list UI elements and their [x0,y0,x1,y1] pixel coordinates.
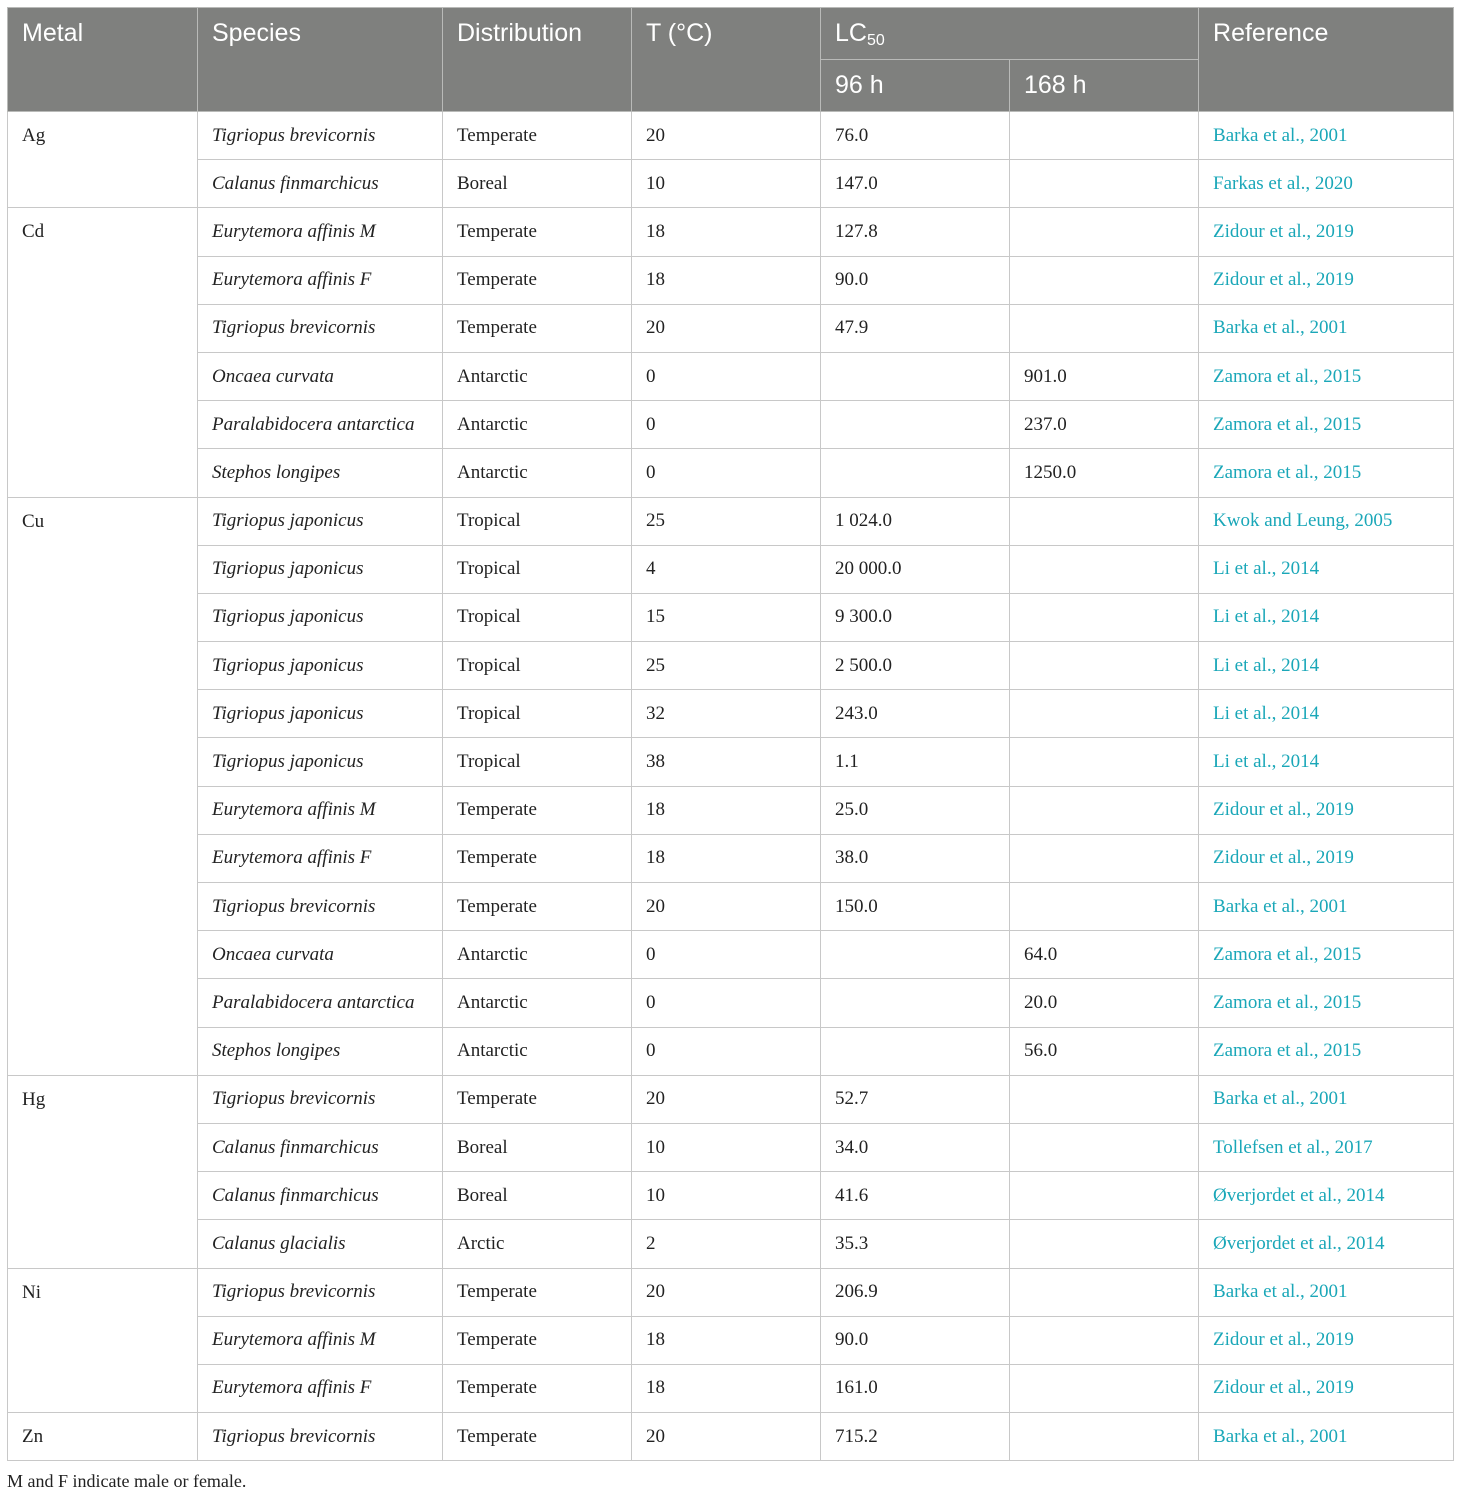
species-cell: Eurytemora affinis F [198,1364,443,1412]
metal-cell: Cd [8,208,198,497]
temperature-cell: 2 [632,1220,821,1268]
reference-link[interactable]: Barka et al., 2001 [1199,1075,1454,1123]
header-temperature: T (°C) [632,8,821,112]
distribution-cell: Arctic [443,1220,632,1268]
lc50-168h-cell [1010,208,1199,256]
table-row [8,1172,1454,1220]
table-footnote: M and F indicate male or female. [7,1471,247,1491]
reference-link[interactable]: Farkas et al., 2020 [1199,160,1454,208]
species-cell: Eurytemora affinis F [198,834,443,882]
lc50-96h-cell: 35.3 [821,1220,1010,1268]
lc50-168h-cell [1010,1220,1199,1268]
table-row [8,1413,1454,1461]
table-row [8,738,1454,786]
lc50-96h-cell: 206.9 [821,1268,1010,1316]
table-row [8,1268,1454,1316]
distribution-cell: Antarctic [443,352,632,400]
temperature-cell: 25 [632,642,821,690]
temperature-cell: 10 [632,1172,821,1220]
lc50-96h-cell [821,931,1010,979]
header-lc-main: LC [835,19,867,47]
lc50-96h-cell: 25.0 [821,786,1010,834]
reference-link[interactable]: Øverjordet et al., 2014 [1199,1220,1454,1268]
table-row [8,690,1454,738]
reference-link[interactable]: Li et al., 2014 [1199,642,1454,690]
metal-cell: Zn [8,1413,198,1461]
distribution-cell: Boreal [443,160,632,208]
lc50-96h-cell [821,401,1010,449]
temperature-cell: 20 [632,1268,821,1316]
lc50-168h-cell: 901.0 [1010,352,1199,400]
table-body [8,112,1454,1461]
temperature-cell: 18 [632,1316,821,1364]
lc50-168h-cell [1010,304,1199,352]
temperature-cell: 18 [632,1364,821,1412]
temperature-cell: 15 [632,593,821,641]
temperature-cell: 0 [632,931,821,979]
lc50-168h-cell [1010,642,1199,690]
temperature-cell: 10 [632,160,821,208]
table-row [8,1220,1454,1268]
species-cell: Eurytemora affinis F [198,256,443,304]
temperature-cell: 20 [632,1413,821,1461]
lc50-168h-cell [1010,1075,1199,1123]
lc50-168h-cell [1010,1364,1199,1412]
reference-link[interactable]: Zamora et al., 2015 [1199,931,1454,979]
reference-link[interactable]: Barka et al., 2001 [1199,1413,1454,1461]
lc50-96h-cell [821,1027,1010,1075]
lc50-168h-cell [1010,690,1199,738]
lc50-96h-cell: 1.1 [821,738,1010,786]
distribution-cell: Temperate [443,1413,632,1461]
header-distribution: Distribution [443,8,632,112]
species-cell: Tigriopus japonicus [198,545,443,593]
temperature-cell: 0 [632,979,821,1027]
temperature-cell: 0 [632,352,821,400]
table-row [8,112,1454,160]
reference-link[interactable]: Øverjordet et al., 2014 [1199,1172,1454,1220]
temperature-cell: 18 [632,786,821,834]
header-reference: Reference [1199,8,1454,112]
distribution-cell: Temperate [443,304,632,352]
temperature-cell: 4 [632,545,821,593]
distribution-cell: Antarctic [443,401,632,449]
species-cell: Tigriopus japonicus [198,738,443,786]
temperature-cell: 20 [632,883,821,931]
species-cell: Tigriopus japonicus [198,497,443,545]
lc50-96h-cell: 41.6 [821,1172,1010,1220]
lc50-96h-cell: 90.0 [821,1316,1010,1364]
metal-cell: Hg [8,1075,198,1268]
lc50-168h-cell [1010,1413,1199,1461]
lc50-table [7,7,1454,1461]
lc50-96h-cell [821,352,1010,400]
species-cell: Tigriopus brevicornis [198,883,443,931]
lc50-168h-cell [1010,1268,1199,1316]
distribution-cell: Temperate [443,1316,632,1364]
reference-link[interactable]: Zidour et al., 2019 [1199,1316,1454,1364]
species-cell: Calanus finmarchicus [198,1123,443,1171]
temperature-cell: 32 [632,690,821,738]
lc50-168h-cell [1010,497,1199,545]
metal-cell: Cu [8,497,198,1075]
reference-link[interactable]: Zamora et al., 2015 [1199,449,1454,497]
distribution-cell: Temperate [443,1364,632,1412]
distribution-cell: Temperate [443,208,632,256]
table-row [8,401,1454,449]
lc50-168h-cell [1010,112,1199,160]
temperature-cell: 0 [632,449,821,497]
reference-link[interactable]: Zamora et al., 2015 [1199,401,1454,449]
species-cell: Tigriopus brevicornis [198,112,443,160]
lc50-168h-cell [1010,1123,1199,1171]
temperature-cell: 18 [632,256,821,304]
distribution-cell: Tropical [443,545,632,593]
distribution-cell: Tropical [443,738,632,786]
species-cell: Calanus finmarchicus [198,1172,443,1220]
reference-link[interactable]: Barka et al., 2001 [1199,304,1454,352]
species-cell: Tigriopus brevicornis [198,1413,443,1461]
table-row [8,497,1454,545]
lc50-168h-cell [1010,1172,1199,1220]
species-cell: Calanus glacialis [198,1220,443,1268]
lc50-96h-cell: 34.0 [821,1123,1010,1171]
species-cell: Tigriopus brevicornis [198,304,443,352]
distribution-cell: Temperate [443,1075,632,1123]
reference-link[interactable]: Zidour et al., 2019 [1199,256,1454,304]
lc50-168h-cell [1010,545,1199,593]
lc50-168h-cell [1010,738,1199,786]
reference-link[interactable]: Barka et al., 2001 [1199,883,1454,931]
table-row [8,1316,1454,1364]
table-row [8,834,1454,882]
distribution-cell: Antarctic [443,931,632,979]
lc50-168h-cell: 64.0 [1010,931,1199,979]
header-96h: 96 h [821,60,1010,112]
temperature-cell: 20 [632,1075,821,1123]
lc50-96h-cell: 150.0 [821,883,1010,931]
temperature-cell: 25 [632,497,821,545]
species-cell: Tigriopus japonicus [198,690,443,738]
temperature-cell: 10 [632,1123,821,1171]
reference-link[interactable]: Tollefsen et al., 2017 [1199,1123,1454,1171]
reference-link[interactable]: Li et al., 2014 [1199,593,1454,641]
distribution-cell: Antarctic [443,979,632,1027]
lc50-96h-cell [821,449,1010,497]
lc50-168h-cell [1010,834,1199,882]
distribution-cell: Temperate [443,883,632,931]
distribution-cell: Tropical [443,690,632,738]
temperature-cell: 38 [632,738,821,786]
lc50-96h-cell: 127.8 [821,208,1010,256]
species-cell: Tigriopus brevicornis [198,1075,443,1123]
distribution-cell: Tropical [443,642,632,690]
lc50-168h-cell [1010,160,1199,208]
lc50-96h-cell: 20 000.0 [821,545,1010,593]
species-cell: Stephos longipes [198,449,443,497]
distribution-cell: Tropical [443,497,632,545]
reference-link[interactable]: Li et al., 2014 [1199,738,1454,786]
temperature-cell: 18 [632,208,821,256]
lc50-168h-cell [1010,256,1199,304]
lc50-96h-cell: 2 500.0 [821,642,1010,690]
lc50-96h-cell: 47.9 [821,304,1010,352]
distribution-cell: Temperate [443,786,632,834]
species-cell: Stephos longipes [198,1027,443,1075]
lc50-96h-cell: 147.0 [821,160,1010,208]
lc50-168h-cell [1010,883,1199,931]
species-cell: Calanus finmarchicus [198,160,443,208]
table-row [8,931,1454,979]
reference-link[interactable]: Zidour et al., 2019 [1199,834,1454,882]
table-row [8,352,1454,400]
lc50-168h-cell [1010,593,1199,641]
lc50-96h-cell: 38.0 [821,834,1010,882]
species-cell: Eurytemora affinis M [198,786,443,834]
lc50-96h-cell: 52.7 [821,1075,1010,1123]
species-cell: Tigriopus brevicornis [198,1268,443,1316]
lc50-168h-cell: 1250.0 [1010,449,1199,497]
table-row [8,1027,1454,1075]
species-cell: Paralabidocera antarctica [198,979,443,1027]
lc50-168h-cell: 237.0 [1010,401,1199,449]
lc50-96h-cell: 715.2 [821,1413,1010,1461]
temperature-cell: 0 [632,1027,821,1075]
header-lc-sub: 50 [866,32,885,49]
lc50-96h-cell: 1 024.0 [821,497,1010,545]
temperature-cell: 20 [632,112,821,160]
species-cell: Paralabidocera antarctica [198,401,443,449]
table-row [8,208,1454,256]
species-cell: Oncaea curvata [198,352,443,400]
distribution-cell: Tropical [443,593,632,641]
table-row [8,1364,1454,1412]
lc50-96h-cell: 90.0 [821,256,1010,304]
lc50-96h-cell: 243.0 [821,690,1010,738]
table-row [8,545,1454,593]
distribution-cell: Temperate [443,112,632,160]
species-cell: Tigriopus japonicus [198,593,443,641]
metal-cell: Ni [8,1268,198,1413]
distribution-cell: Boreal [443,1172,632,1220]
reference-link[interactable]: Zidour et al., 2019 [1199,208,1454,256]
distribution-cell: Temperate [443,834,632,882]
header-168h: 168 h [1010,60,1199,112]
reference-link[interactable]: Li et al., 2014 [1199,545,1454,593]
reference-link[interactable]: Barka et al., 2001 [1199,1268,1454,1316]
table-header [8,8,1454,112]
table-row [8,449,1454,497]
distribution-cell: Antarctic [443,449,632,497]
distribution-cell: Temperate [443,1268,632,1316]
reference-link[interactable]: Zamora et al., 2015 [1199,1027,1454,1075]
lc50-96h-cell: 9 300.0 [821,593,1010,641]
table-row [8,642,1454,690]
reference-link[interactable]: Li et al., 2014 [1199,690,1454,738]
table-row [8,160,1454,208]
lc50-96h-cell [821,979,1010,1027]
distribution-cell: Temperate [443,256,632,304]
header-lc50 [821,8,1199,60]
table-row [8,1123,1454,1171]
reference-link[interactable]: Zidour et al., 2019 [1199,1364,1454,1412]
temperature-cell: 0 [632,401,821,449]
reference-link[interactable]: Zamora et al., 2015 [1199,979,1454,1027]
species-cell: Eurytemora affinis M [198,1316,443,1364]
table-row [8,883,1454,931]
table-row [8,304,1454,352]
table-row [8,1075,1454,1123]
lc50-168h-cell: 20.0 [1010,979,1199,1027]
species-cell: Eurytemora affinis M [198,208,443,256]
species-cell: Oncaea curvata [198,931,443,979]
metal-cell: Ag [8,112,198,208]
header-species: Species [198,8,443,112]
reference-link[interactable]: Kwok and Leung, 2005 [1199,497,1454,545]
distribution-cell: Antarctic [443,1027,632,1075]
temperature-cell: 18 [632,834,821,882]
lc50-168h-cell: 56.0 [1010,1027,1199,1075]
reference-link[interactable]: Zidour et al., 2019 [1199,786,1454,834]
reference-link[interactable]: Zamora et al., 2015 [1199,352,1454,400]
lc50-96h-cell: 76.0 [821,112,1010,160]
species-cell: Tigriopus japonicus [198,642,443,690]
table-row [8,979,1454,1027]
temperature-cell: 20 [632,304,821,352]
table-row [8,786,1454,834]
reference-link[interactable]: Barka et al., 2001 [1199,112,1454,160]
lc50-96h-cell: 161.0 [821,1364,1010,1412]
distribution-cell: Boreal [443,1123,632,1171]
header-metal: Metal [8,8,198,112]
lc50-168h-cell [1010,786,1199,834]
table-row [8,593,1454,641]
lc50-168h-cell [1010,1316,1199,1364]
table-row [8,256,1454,304]
